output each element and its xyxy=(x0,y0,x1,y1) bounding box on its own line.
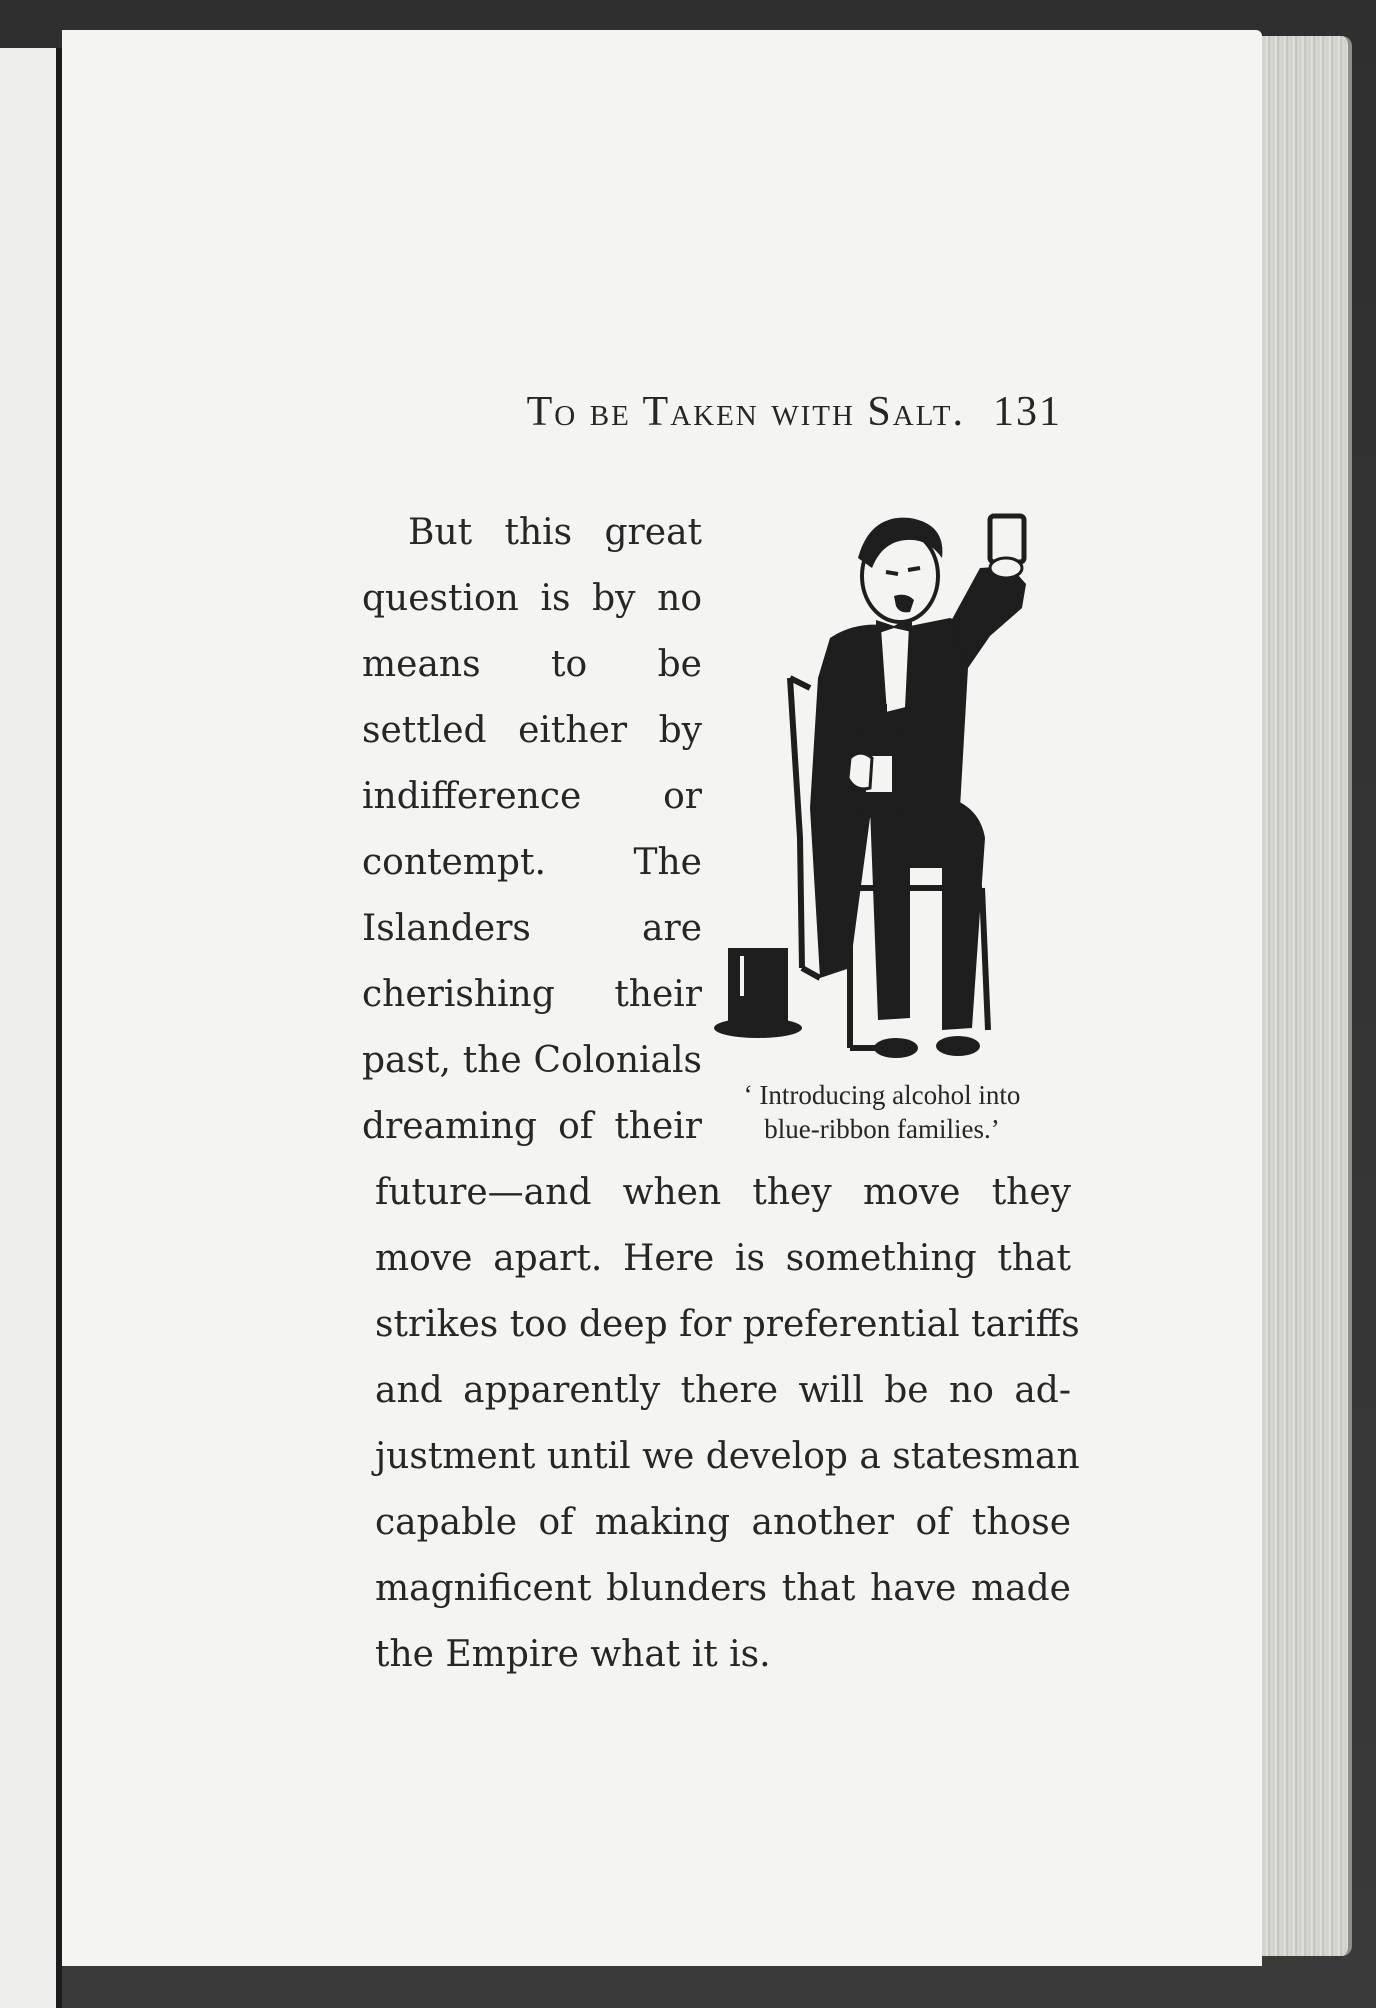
shirt-front-icon xyxy=(880,626,910,713)
shoe-icon xyxy=(936,1036,980,1056)
head-icon xyxy=(858,518,942,622)
top-hat-icon xyxy=(714,948,802,1038)
previous-page-edge xyxy=(0,48,59,2008)
narrow-text-column xyxy=(362,500,702,1160)
wide-text-column xyxy=(375,1160,1080,1688)
text-line: magnificent blunders that have made xyxy=(375,1568,1071,1609)
text-line: move apart. Here is something that xyxy=(375,1238,1071,1279)
text-line: Islanders are xyxy=(362,908,702,949)
text-line: justment until we develop a statesman xyxy=(375,1436,1080,1477)
text-line: capable of making another of those xyxy=(375,1502,1071,1543)
glass-icon xyxy=(990,516,1024,562)
figure-caption xyxy=(712,1078,1052,1146)
caption-line: blue-ribbon families.’ xyxy=(764,1114,1000,1144)
text-line: cherishing their xyxy=(362,974,702,1015)
caption-line: ‘ Introducing alcohol into xyxy=(743,1080,1021,1110)
shoe-icon xyxy=(874,1038,918,1058)
running-head-title: To be Taken with Salt. xyxy=(526,389,965,435)
page-edges-stack xyxy=(1262,36,1352,1956)
book-page xyxy=(62,30,1262,1966)
tailcoat-icon xyxy=(810,566,1026,978)
text-line: past, the Colonials xyxy=(362,1040,702,1081)
running-head xyxy=(62,388,1062,436)
page-number: 131 xyxy=(993,389,1062,435)
hand-icon xyxy=(990,558,1022,578)
text-line: strikes too deep for preferential tariffs xyxy=(375,1304,1080,1345)
trousers-icon xyxy=(870,798,985,1030)
text-line: means to be xyxy=(362,644,702,685)
text-line: question is by no xyxy=(362,578,702,619)
text-line: the Empire what it is. xyxy=(375,1634,771,1675)
text-line: But this great xyxy=(408,512,702,553)
text-line: indifference or xyxy=(362,776,702,817)
text-line: future—and when they move they xyxy=(375,1172,1071,1213)
seated-man-illustration xyxy=(710,508,1050,1068)
text-line: settled either by xyxy=(362,710,702,751)
text-line: dreaming of their xyxy=(362,1106,702,1147)
text-line: and apparently there will be no ad- xyxy=(375,1370,1071,1411)
text-line: contempt. The xyxy=(362,842,702,883)
